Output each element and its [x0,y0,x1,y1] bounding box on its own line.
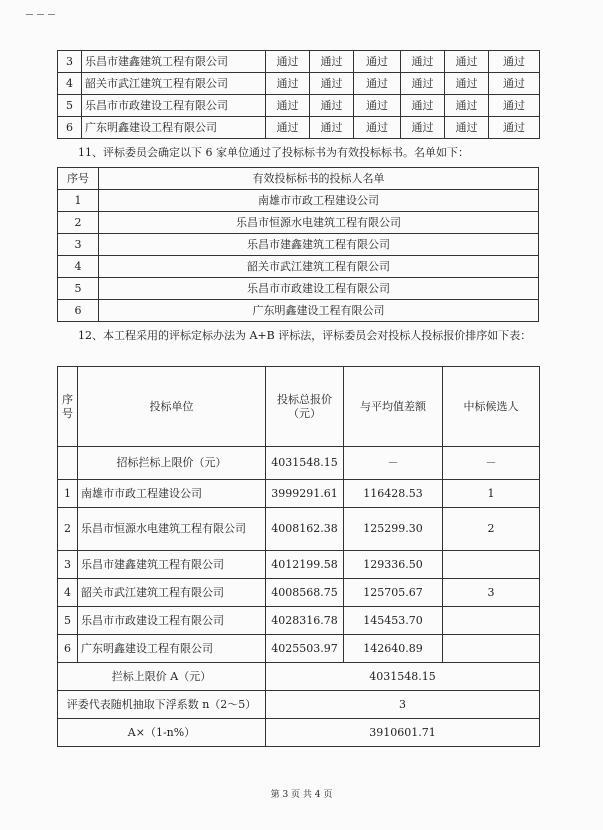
table-row [58,480,540,508]
header-name: 有效投标标书的投标人名单 [99,168,539,190]
table-row [58,212,539,234]
row-no: 1 [58,190,99,212]
result-cell: 通过 [489,95,540,117]
rank-header-unit: 投标单位 [78,367,266,447]
result-cell: 通过 [310,117,354,139]
candidate-rank [443,607,540,635]
paragraph-11: 11、评标委员会确定以下 6 家单位通过了投标标书为有效投标标书。名单如下： [78,146,469,159]
row-no: 4 [58,73,82,95]
scan-mark [26,14,56,16]
result-cell: 通过 [401,95,445,117]
bidder-unit: 广东明鑫建设工程有限公司 [78,635,266,663]
company-name: 广东明鑫建设工程有限公司 [82,117,266,139]
bid-price: 4008162.38 [266,508,344,551]
result-cell: 通过 [266,95,310,117]
header-no: 序号 [58,168,99,190]
result-cell: 通过 [310,51,354,73]
diff-from-average: 129336.50 [344,551,443,579]
row-no: 3 [58,234,99,256]
diff-from-average: 125705.67 [344,579,443,607]
result-cell: 通过 [266,51,310,73]
candidate-rank: 1 [443,480,540,508]
row-no: 5 [58,278,99,300]
result-cell: 通过 [401,117,445,139]
result-cell: 通过 [354,95,401,117]
table-row [58,607,540,635]
result-cell: 通过 [489,117,540,139]
summary-label: A×（1-n%） [58,719,266,747]
bidder-unit: 南雄市市政工程建设公司 [78,480,266,508]
candidate-rank: 2 [443,508,540,551]
row-no: 2 [58,212,99,234]
row-no: 4 [58,256,99,278]
row-no: 5 [58,95,82,117]
result-cell: 通过 [489,73,540,95]
paragraph-12-text: 12、本工程采用的评标定标办法为 A+B 评标法，评标委员会对投标人投标报价排序如下表： [78,329,532,342]
bidder-name: 乐昌市建鑫建筑工程有限公司 [99,234,539,256]
table-row [58,234,539,256]
limit-row-diff: － [344,447,443,480]
result-cell: 通过 [354,51,401,73]
company-name: 乐昌市市政建设工程有限公司 [82,95,266,117]
candidate-rank [443,635,540,663]
result-cell: 通过 [354,117,401,139]
bidder-unit: 乐昌市恒源水电建筑工程有限公司 [78,508,266,551]
row-no: 1 [58,480,78,508]
table-row [58,635,540,663]
limit-row-price: 4031548.15 [266,447,344,480]
table-row [58,117,540,139]
bid-price: 4028316.78 [266,607,344,635]
table-row [58,73,540,95]
table-row [58,551,540,579]
result-cell: 通过 [445,51,489,73]
table-row [58,278,539,300]
bid-price: 4008568.75 [266,579,344,607]
valid-bidders-table [57,167,539,322]
candidate-rank [443,551,540,579]
result-cell: 通过 [266,73,310,95]
limit-row-no [58,447,78,480]
candidate-rank: 3 [443,579,540,607]
summary-label: 评委代表随机抽取下浮系数 n（2～5） [58,691,266,719]
bidder-name: 乐昌市市政建设工程有限公司 [99,278,539,300]
row-no: 6 [58,117,82,139]
rank-header-no: 序号 [58,367,78,447]
row-no: 6 [58,300,99,322]
company-name: 韶关市武江建筑工程有限公司 [82,73,266,95]
summary-row [58,691,540,719]
table-row [58,51,540,73]
bidder-name: 广东明鑫建设工程有限公司 [99,300,539,322]
result-cell: 通过 [445,95,489,117]
table-row [58,95,540,117]
result-cell: 通过 [445,117,489,139]
diff-from-average: 142640.89 [344,635,443,663]
bidder-name: 韶关市武江建筑工程有限公司 [99,256,539,278]
result-cell: 通过 [445,73,489,95]
summary-value: 3 [266,691,540,719]
result-cell: 通过 [354,73,401,95]
limit-row-candidate: － [443,447,540,480]
bidder-unit: 韶关市武江建筑工程有限公司 [78,579,266,607]
rank-header-candidate: 中标候选人 [443,367,540,447]
qualification-table [57,50,540,139]
result-cell: 通过 [489,51,540,73]
result-cell: 通过 [310,95,354,117]
result-cell: 通过 [401,51,445,73]
diff-from-average: 125299.30 [344,508,443,551]
row-no: 3 [58,551,78,579]
diff-from-average: 116428.53 [344,480,443,508]
bid-price: 4025503.97 [266,635,344,663]
paragraph-12 [57,327,547,345]
bidder-unit: 乐昌市市政建设工程有限公司 [78,607,266,635]
bid-price: 4012199.58 [266,551,344,579]
rank-header-diff: 与平均值差额 [344,367,443,447]
company-name: 乐昌市建鑫建筑工程有限公司 [82,51,266,73]
result-cell: 通过 [401,73,445,95]
row-no: 5 [58,607,78,635]
table-row [58,579,540,607]
bidder-name: 南雄市市政工程建设公司 [99,190,539,212]
table-row [58,300,539,322]
summary-value: 3910601.71 [266,719,540,747]
limit-row-label: 招标拦标上限价（元） [78,447,266,480]
bidder-unit: 乐昌市建鑫建筑工程有限公司 [78,551,266,579]
table-row [58,508,540,551]
result-cell: 通过 [266,117,310,139]
diff-from-average: 145453.70 [344,607,443,635]
bidder-name: 乐昌市恒源水电建筑工程有限公司 [99,212,539,234]
summary-value: 4031548.15 [266,663,540,691]
page-footer: 第 3 页 共 4 页 [270,790,333,800]
rank-header-price: 投标总报价（元） [266,367,344,447]
row-no: 3 [58,51,82,73]
summary-row [58,663,540,691]
bid-price: 3999291.61 [266,480,344,508]
result-cell: 通过 [310,73,354,95]
summary-label: 拦标上限价 A（元） [58,663,266,691]
ranking-table [57,366,540,747]
row-no: 6 [58,635,78,663]
summary-row [58,719,540,747]
row-no: 4 [58,579,78,607]
row-no: 2 [58,508,78,551]
table-row [58,190,539,212]
table-row [58,256,539,278]
